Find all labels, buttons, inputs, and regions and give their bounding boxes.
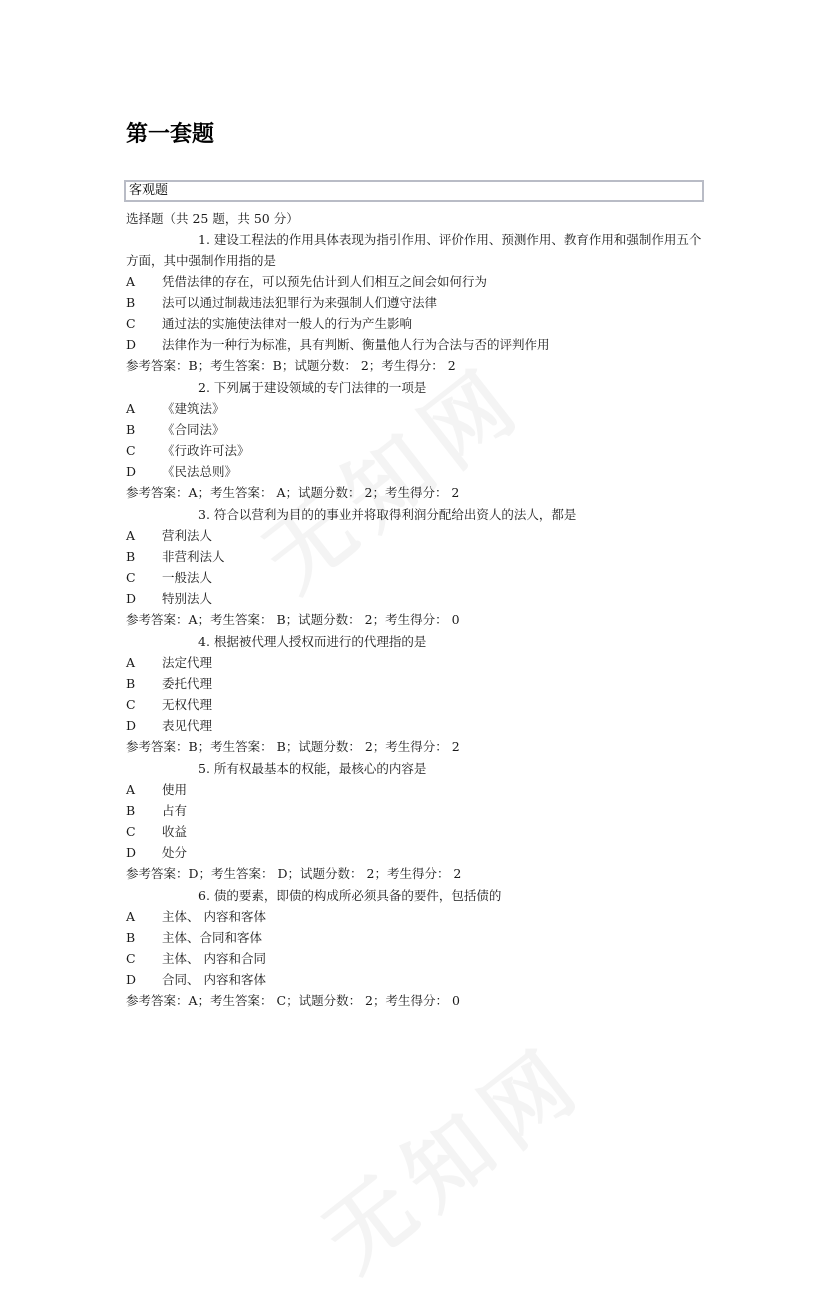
option-row (126, 567, 706, 588)
option-row (126, 525, 706, 546)
option-row (126, 821, 706, 842)
page-title: 第一套题 (126, 122, 215, 147)
option-letter: B (126, 295, 136, 310)
option-row (126, 334, 706, 355)
watermark (294, 1011, 607, 1293)
option-text: 非营利法人 (162, 549, 225, 564)
option-row (126, 292, 706, 313)
option-row (126, 440, 706, 461)
option-letter: A (126, 655, 136, 670)
option-letter: A (126, 909, 136, 924)
option-letter: C (126, 824, 136, 839)
option-letter: A (126, 528, 136, 543)
option-letter: B (126, 930, 136, 945)
questions-container (126, 229, 706, 1012)
option-row (126, 419, 706, 440)
option-row (126, 800, 706, 821)
option-row (126, 694, 706, 715)
option-row (126, 546, 706, 567)
question-block (126, 504, 706, 631)
question-block (126, 758, 706, 885)
option-row (126, 969, 706, 990)
option-text: 主体、 内容和合同 (162, 951, 266, 966)
option-text: 处分 (162, 845, 188, 860)
option-text: 法可以通过制裁违法犯罪行为来强制人们遵守法律 (162, 295, 438, 310)
answer-line: 参考答案：A；考生答案： C；试题分数： 2；考生得分： 0 (126, 993, 460, 1008)
question-block (126, 377, 706, 504)
option-letter: B (126, 676, 136, 691)
option-text: 《行政许可法》 (162, 443, 250, 458)
question-stem: 6. 债的要素，即债的构成所必须具备的要件，包括债的 (198, 888, 502, 903)
option-text: 合同、 内容和客体 (162, 972, 266, 987)
option-text: 表见代理 (162, 718, 213, 733)
option-letter: D (126, 972, 137, 987)
option-row (126, 779, 706, 800)
answer-line: 参考答案：B；考生答案： B；试题分数： 2；考生得分： 2 (126, 739, 460, 754)
answer-line: 参考答案：A；考生答案： A；试题分数： 2；考生得分： 2 (126, 485, 460, 500)
option-row (126, 313, 706, 334)
option-text: 营利法人 (162, 528, 213, 543)
option-row (126, 927, 706, 948)
question-block (126, 229, 706, 377)
answer-line: 参考答案：D；考生答案： D；试题分数： 2；考生得分： 2 (126, 866, 462, 881)
option-row (126, 715, 706, 736)
question-list (126, 208, 706, 1012)
option-row (126, 948, 706, 969)
option-letter: C (126, 697, 136, 712)
option-letter: D (126, 718, 137, 733)
option-text: 收益 (162, 824, 188, 839)
question-stem: 1. 建设工程法的作用具体表现为指引作用、评价作用、预测作用、教育作用和强制作用五个方面，其中强制作用指的是 (126, 232, 702, 268)
option-row (126, 673, 706, 694)
option-row (126, 271, 706, 292)
option-letter: A (126, 782, 136, 797)
option-letter: D (126, 464, 137, 479)
option-text: 主体、 内容和客体 (162, 909, 266, 924)
option-letter: D (126, 337, 137, 352)
option-text: 法定代理 (162, 655, 213, 670)
option-row (126, 461, 706, 482)
option-letter: A (126, 274, 136, 289)
option-text: 法律作为一种行为标准，具有判断、衡量他人行为合法与否的评判作用 (162, 337, 550, 352)
option-text: 凭借法律的存在，可以预先估计到人们相互之间会如何行为 (162, 274, 488, 289)
option-text: 主体、合同和客体 (162, 930, 263, 945)
option-text: 《合同法》 (162, 422, 225, 437)
option-text: 无权代理 (162, 697, 213, 712)
question-block (126, 885, 706, 1012)
option-row (126, 652, 706, 673)
option-letter: C (126, 951, 136, 966)
option-text: 占有 (162, 803, 188, 818)
option-letter: B (126, 803, 136, 818)
question-stem: 3. 符合以营利为目的的事业并将取得利润分配给出资人的法人，都是 (198, 507, 577, 522)
option-row (126, 842, 706, 863)
option-text: 特别法人 (162, 591, 213, 606)
option-text: 一般法人 (162, 570, 213, 585)
option-row (126, 906, 706, 927)
question-stem: 2. 下列属于建设领域的专门法律的一项是 (198, 380, 427, 395)
option-text: 使用 (162, 782, 188, 797)
question-stem: 4. 根据被代理人授权而进行的代理指的是 (198, 634, 427, 649)
option-letter: A (126, 401, 136, 416)
answer-line: 参考答案：B；考生答案：B；试题分数： 2；考生得分： 2 (126, 358, 456, 373)
option-letter: D (126, 845, 137, 860)
option-letter: D (126, 591, 137, 606)
option-letter: B (126, 549, 136, 564)
option-text: 委托代理 (162, 676, 213, 691)
section-header: 客观题 (124, 180, 704, 202)
option-letter: C (126, 316, 136, 331)
option-letter: C (126, 570, 136, 585)
question-stem: 5. 所有权最基本的权能，最核心的内容是 (198, 761, 427, 776)
option-row (126, 398, 706, 419)
option-text: 《民法总则》 (162, 464, 238, 479)
option-text: 《建筑法》 (162, 401, 225, 416)
answer-line: 参考答案：A；考生答案： B；试题分数： 2；考生得分： 0 (126, 612, 460, 627)
option-letter: C (126, 443, 136, 458)
option-row (126, 588, 706, 609)
question-block (126, 631, 706, 758)
option-text: 通过法的实施使法律对一般人的行为产生影响 (162, 316, 413, 331)
option-letter: B (126, 422, 136, 437)
section-subtitle: 选择题（共 25 题，共 50 分） (126, 211, 299, 226)
